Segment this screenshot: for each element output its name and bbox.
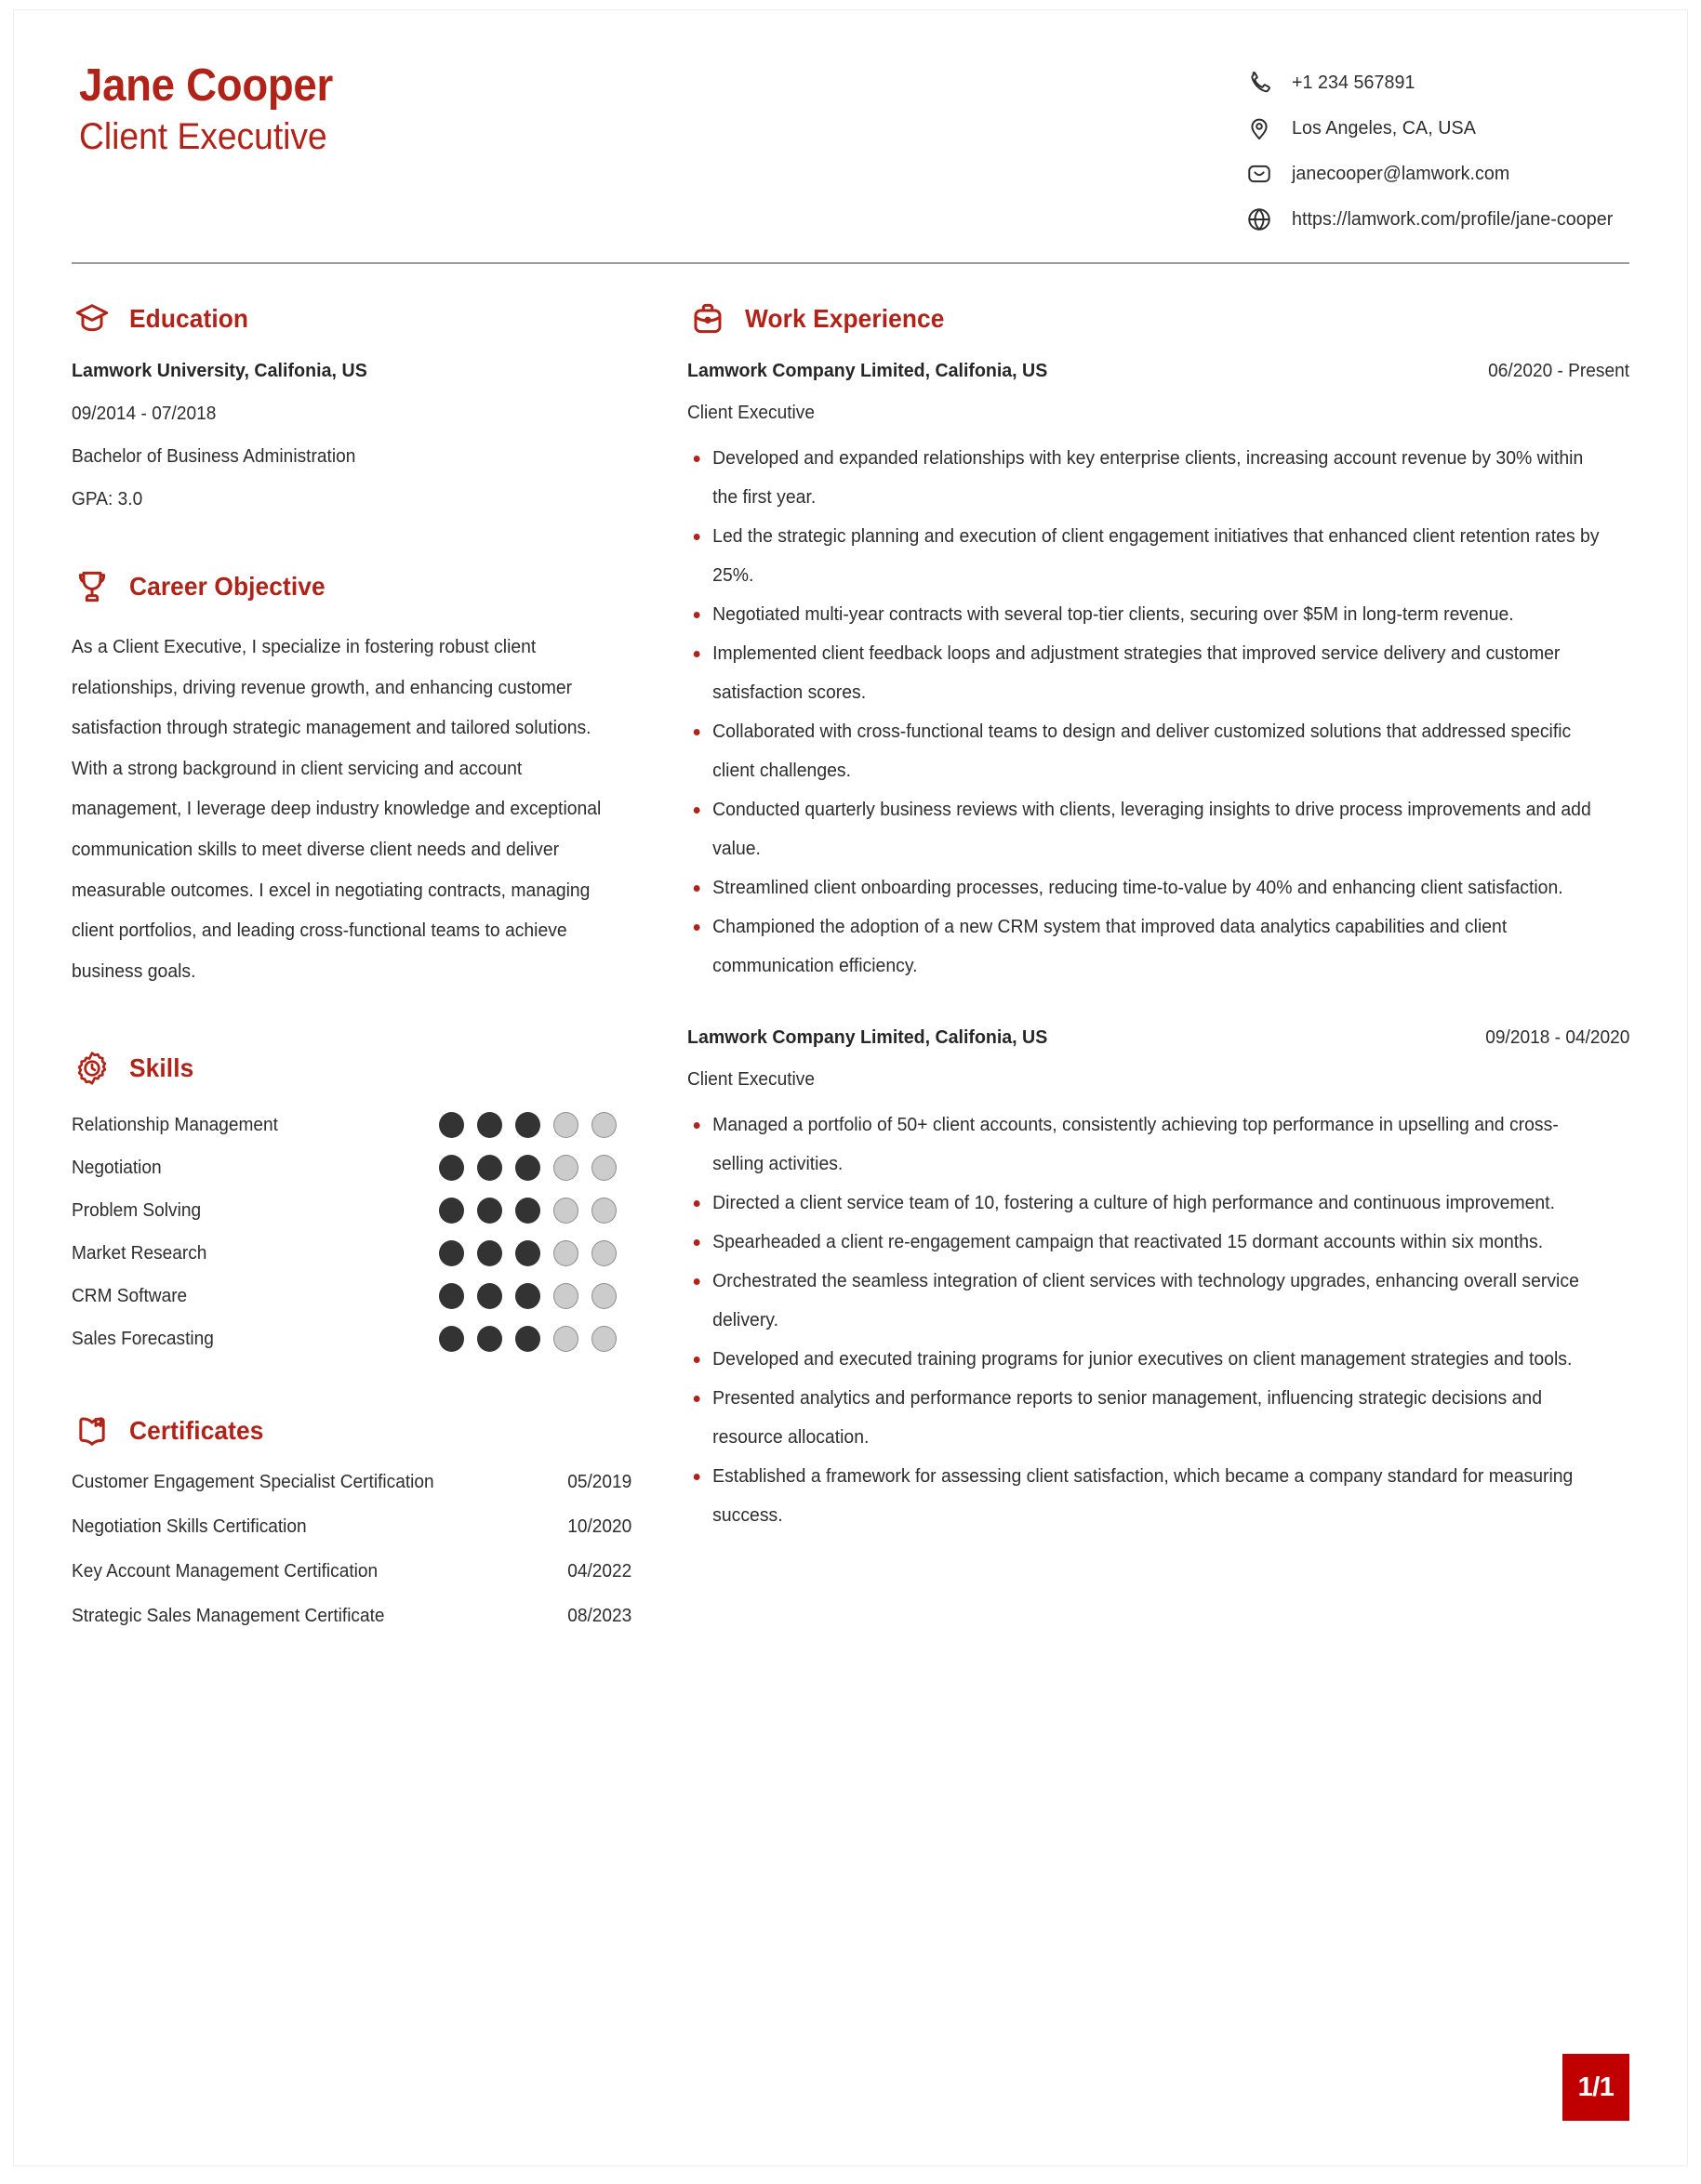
skill-dot-filled — [439, 1283, 464, 1309]
skill-name: Relationship Management — [72, 1114, 278, 1135]
location-icon — [1244, 113, 1273, 142]
certificate-date: 04/2022 — [566, 1561, 631, 1582]
job-bullet: Managed a portfolio of 50+ client accounts, consistently achieving top performance in upselling and cross-selling activities. — [687, 1105, 1601, 1184]
skill-row — [72, 1323, 646, 1355]
job-bullet-list — [687, 1105, 1629, 1535]
skill-dot-filled — [439, 1112, 464, 1138]
job-dates: 06/2020 - Present — [1488, 361, 1629, 381]
contact-email-value: janecooper@lamwork.com — [1292, 162, 1510, 184]
contact-location[interactable] — [1244, 113, 1627, 142]
skill-dot-filled — [515, 1112, 540, 1138]
skill-dot-filled — [515, 1155, 540, 1181]
globe-icon — [1244, 205, 1273, 233]
skill-dot-empty — [591, 1198, 617, 1224]
job-bullet: Directed a client service team of 10, fostering a culture of high performance and continuous improvement. — [687, 1184, 1601, 1223]
education-section — [72, 298, 646, 510]
skill-dot-filled — [515, 1283, 540, 1309]
resume-sheet — [13, 9, 1688, 2166]
skill-dot-empty — [553, 1240, 578, 1266]
contact-phone[interactable] — [1244, 68, 1627, 97]
identity-block — [72, 60, 352, 160]
job-bullet: Spearheaded a client re-engagement campaign that reactivated 15 dormant accounts within six months. — [687, 1223, 1601, 1262]
skill-dot-filled — [439, 1198, 464, 1224]
job-role: Client Executive — [687, 403, 815, 423]
skill-name: Problem Solving — [72, 1199, 202, 1221]
certificate-name: Key Account Management Certification — [72, 1561, 379, 1582]
contact-website-value: https://lamwork.com/profile/jane-cooper — [1292, 207, 1614, 230]
skill-dot-filled — [515, 1198, 540, 1224]
skill-dot-empty — [553, 1326, 578, 1352]
skills-title: Skills — [129, 1053, 194, 1083]
work-experience-heading — [687, 298, 1629, 339]
education-title: Education — [129, 304, 249, 333]
skill-name: Sales Forecasting — [72, 1328, 214, 1349]
career-objective-title: Career Objective — [129, 572, 326, 601]
header-job-title: Client Executive — [79, 115, 327, 157]
skill-dot-filled — [439, 1240, 464, 1266]
skill-rating-dots — [439, 1283, 646, 1309]
career-objective-section — [72, 566, 646, 992]
certificate-date: 10/2020 — [566, 1516, 631, 1538]
skill-rating-dots — [439, 1240, 646, 1266]
certificate-name: Customer Engagement Specialist Certification — [72, 1472, 434, 1493]
job-bullet: Led the strategic planning and execution of client engagement initiatives that enhanced client retention rates by 25%. — [687, 517, 1601, 595]
skill-dot-empty — [591, 1112, 617, 1138]
skill-row — [72, 1152, 646, 1184]
contact-block — [1244, 60, 1629, 233]
jobs-list — [687, 360, 1629, 1535]
certificate-row — [72, 1472, 646, 1493]
certificate-date: 08/2023 — [566, 1606, 631, 1627]
certificate-name: Negotiation Skills Certification — [72, 1516, 307, 1538]
skill-dot-filled — [477, 1240, 502, 1266]
certificate-date: 05/2019 — [566, 1472, 631, 1493]
education-degree: Bachelor of Business Administration — [72, 446, 356, 467]
skill-rating-dots — [439, 1155, 646, 1181]
job-header — [687, 360, 1629, 382]
skill-dot-filled — [477, 1326, 502, 1352]
job-bullet: Championed the adoption of a new CRM system that improved data analytics capabilities and client communication efficiency. — [687, 907, 1601, 986]
contact-email[interactable] — [1244, 159, 1627, 188]
skill-dot-empty — [553, 1283, 578, 1309]
job-bullet: Established a framework for assessing client satisfaction, which became a company standard for measuring success. — [687, 1457, 1601, 1535]
job-bullet: Developed and executed training programs for junior executives on client management strategies and tools. — [687, 1340, 1601, 1379]
skill-row — [72, 1109, 646, 1141]
skill-dot-filled — [515, 1326, 540, 1352]
skill-row — [72, 1280, 646, 1312]
skill-rating-dots — [439, 1326, 646, 1352]
skill-row — [72, 1195, 646, 1226]
job-bullet: Conducted quarterly business reviews with clients, leveraging insights to drive process improvements and add value. — [687, 790, 1601, 868]
skill-dot-empty — [553, 1198, 578, 1224]
email-icon — [1244, 159, 1273, 188]
certificates-heading — [72, 1410, 646, 1451]
skill-rating-dots — [439, 1198, 646, 1224]
education-gpa: GPA: 3.0 — [72, 489, 143, 510]
phone-icon — [1244, 68, 1273, 97]
skill-dot-empty — [553, 1155, 578, 1181]
job-bullet: Orchestrated the seamless integration of client services with technology upgrades, enhancing overall service delivery. — [687, 1262, 1601, 1340]
skill-rating-dots — [439, 1112, 646, 1138]
job-company: Lamwork Company Limited, Califonia, US — [687, 1026, 1048, 1048]
header-divider — [72, 262, 1629, 264]
career-objective-heading — [72, 566, 646, 607]
skill-dot-filled — [439, 1326, 464, 1352]
education-school: Lamwork University, Califonia, US — [72, 360, 367, 381]
job-entry — [687, 1026, 1629, 1535]
skill-dot-filled — [477, 1283, 502, 1309]
right-column — [646, 298, 1629, 1535]
certificates-section — [72, 1410, 646, 1627]
skills-list — [72, 1109, 646, 1355]
skill-name: Market Research — [72, 1242, 207, 1264]
education-dates: 09/2014 - 07/2018 — [72, 404, 217, 424]
skill-dot-empty — [591, 1326, 617, 1352]
education-heading — [72, 298, 646, 339]
skill-dot-filled — [477, 1112, 502, 1138]
skill-dot-filled — [477, 1198, 502, 1224]
job-header — [687, 1026, 1629, 1049]
contact-website[interactable] — [1244, 205, 1627, 233]
page-title: Jane Cooper — [79, 60, 333, 111]
certificate-row — [72, 1516, 646, 1538]
job-bullet: Collaborated with cross-functional teams to design and deliver customized solutions that addressed specific client challenges. — [687, 712, 1601, 790]
career-objective-text: As a Client Executive, I specialize in fostering robust client relationships, driving revenue growth, and enhancing customer satisfaction through strategic management and tailored solutions. With a strong background in client servicing and account management, I leverage deep industry knowledge and exceptional communication skills to meet diverse client needs and deliver measurable outcomes. I excel in negotiating contracts, managing client portfolios, and leading cross-functional teams to achieve business goals. — [72, 637, 602, 982]
job-bullet-list — [687, 439, 1629, 986]
skill-dot-empty — [591, 1283, 617, 1309]
skill-dot-filled — [439, 1155, 464, 1181]
job-bullet: Presented analytics and performance reports to senior management, influencing strategic decisions and resource allocation. — [687, 1379, 1601, 1457]
skill-dot-filled — [515, 1240, 540, 1266]
skill-dot-empty — [553, 1112, 578, 1138]
open-book-icon — [72, 1410, 113, 1451]
skill-dot-empty — [591, 1155, 617, 1181]
certificates-title: Certificates — [129, 1416, 264, 1446]
certificate-row — [72, 1561, 646, 1582]
certificate-row — [72, 1606, 646, 1627]
graduation-cap-icon — [72, 298, 113, 339]
job-dates: 09/2018 - 04/2020 — [1484, 1027, 1629, 1048]
skill-name: CRM Software — [72, 1285, 188, 1306]
page-indicator-badge: 1/1 — [1562, 2054, 1629, 2121]
contact-location-value: Los Angeles, CA, USA — [1292, 116, 1477, 139]
job-bullet: Negotiated multi-year contracts with several top-tier clients, securing over $5M in long-term revenue. — [687, 595, 1601, 634]
gear-clock-icon — [72, 1048, 113, 1089]
skill-dot-filled — [477, 1155, 502, 1181]
skill-dot-empty — [591, 1240, 617, 1266]
job-bullet: Implemented client feedback loops and adjustment strategies that improved service delivery and customer satisfaction scores. — [687, 634, 1601, 712]
trophy-icon — [72, 566, 113, 607]
work-experience-title: Work Experience — [745, 304, 945, 333]
skill-name: Negotiation — [72, 1157, 162, 1178]
skill-row — [72, 1238, 646, 1269]
resume-header — [72, 47, 1629, 233]
job-role: Client Executive — [687, 1069, 815, 1090]
job-entry — [687, 360, 1629, 986]
skills-section — [72, 1048, 646, 1355]
job-bullet: Streamlined client onboarding processes, reducing time-to-value by 40% and enhancing client satisfaction. — [687, 868, 1601, 907]
left-column — [72, 298, 646, 1627]
skills-heading — [72, 1048, 646, 1089]
job-company: Lamwork Company Limited, Califonia, US — [687, 360, 1048, 381]
job-bullet: Developed and expanded relationships with key enterprise clients, increasing account revenue by 30% within the first year. — [687, 439, 1601, 517]
certificate-name: Strategic Sales Management Certificate — [72, 1606, 385, 1627]
contact-phone-value: +1 234 567891 — [1292, 71, 1415, 93]
certificates-list — [72, 1472, 646, 1627]
briefcase-icon — [687, 298, 728, 339]
